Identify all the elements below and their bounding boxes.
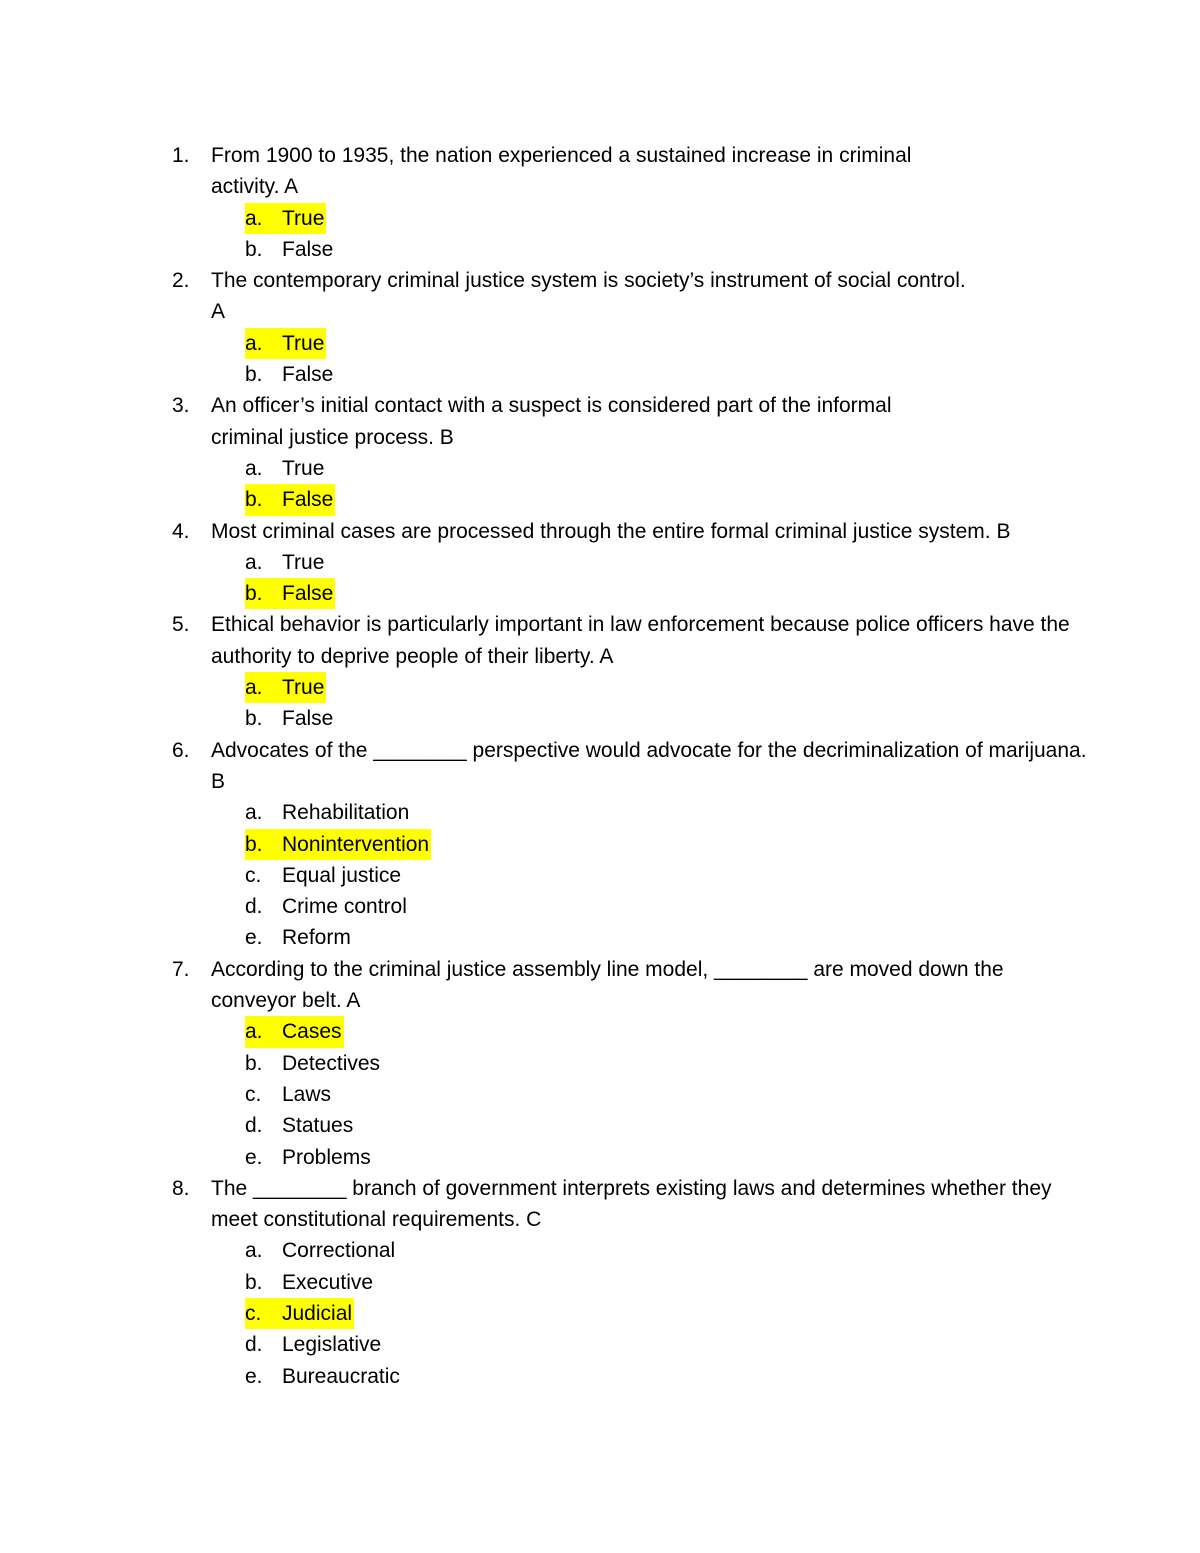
question-text: The ________ branch of government interprets existing laws and determines whether they <box>211 1176 1052 1200</box>
option-text: Rehabilitation <box>282 801 410 825</box>
answer-option-row <box>172 1048 1194 1079</box>
option-letter: b. <box>245 363 263 387</box>
answer-option <box>245 547 326 578</box>
question-number: 4. <box>172 519 190 543</box>
answer-option-row <box>172 829 1194 860</box>
answer-option <box>245 1235 397 1266</box>
question-line <box>172 641 1194 672</box>
question-line <box>172 1204 1194 1235</box>
question-line <box>172 985 1194 1016</box>
question-number: 7. <box>172 957 190 981</box>
question-line <box>172 609 1194 640</box>
answer-option-highlighted <box>245 829 431 860</box>
answer-option <box>245 1142 373 1173</box>
option-letter: c. <box>245 1301 262 1325</box>
answer-option-row <box>172 359 1194 390</box>
answer-option-highlighted <box>245 484 335 515</box>
question-number: 1. <box>172 144 190 167</box>
answer-option <box>245 1329 383 1360</box>
answer-option-row <box>172 1361 1194 1392</box>
question-item <box>172 735 1194 954</box>
option-letter: a. <box>245 1239 263 1263</box>
answer-option-highlighted <box>245 328 326 359</box>
question-item <box>172 140 1194 265</box>
question-item <box>172 954 1194 1173</box>
answer-option <box>245 891 409 922</box>
question-text: The contemporary criminal justice system is society’s instrument of social control. <box>211 269 966 293</box>
option-text: False <box>282 488 334 512</box>
question-text: A <box>211 300 226 324</box>
option-letter: b. <box>245 707 263 731</box>
question-list <box>172 140 1194 1392</box>
question-line <box>172 422 1194 453</box>
answer-option-row <box>172 578 1194 609</box>
answer-option <box>245 453 326 484</box>
answer-option-row <box>172 1267 1194 1298</box>
answer-option-row <box>172 672 1194 703</box>
option-letter: c. <box>245 863 262 887</box>
answer-option-row <box>172 891 1194 922</box>
option-letter: d. <box>245 895 263 919</box>
option-text: False <box>282 237 334 261</box>
answer-option <box>245 1048 382 1079</box>
answer-option <box>245 860 403 891</box>
question-number: 5. <box>172 613 190 637</box>
option-letter: b. <box>245 582 263 606</box>
answer-option-highlighted <box>245 672 326 703</box>
answer-option <box>245 1267 375 1298</box>
option-text: False <box>282 363 334 387</box>
question-item <box>172 516 1194 610</box>
option-letter: b. <box>245 237 263 261</box>
question-number: 3. <box>172 394 190 418</box>
question-text: meet constitutional requirements. C <box>211 1208 542 1232</box>
option-letter: a. <box>245 801 263 825</box>
answer-option-highlighted <box>245 1298 354 1329</box>
option-letter: b. <box>245 488 263 512</box>
option-letter: e. <box>245 926 263 950</box>
option-letter: a. <box>245 676 263 700</box>
option-text: True <box>282 456 325 480</box>
answer-option <box>245 1079 333 1110</box>
question-text: B <box>211 769 226 793</box>
question-text: conveyor belt. A <box>211 989 361 1013</box>
answer-option-row <box>172 328 1194 359</box>
answer-option <box>245 1361 402 1392</box>
question-item <box>172 609 1194 734</box>
question-item <box>172 390 1194 515</box>
question-text: Most criminal cases are processed through the entire formal criminal justice system. B <box>211 519 1011 543</box>
option-letter: a. <box>245 206 263 230</box>
option-letter: b. <box>245 1270 263 1294</box>
answer-option <box>245 797 411 828</box>
option-text: True <box>282 331 325 355</box>
option-letter: b. <box>245 832 263 856</box>
answer-option-highlighted <box>245 1016 344 1047</box>
answer-option-row <box>172 1298 1194 1329</box>
question-text: activity. A <box>211 175 299 199</box>
question-text: authority to deprive people of their liberty. A <box>211 644 614 668</box>
answer-option <box>245 1110 355 1141</box>
answer-option-highlighted <box>245 203 326 234</box>
answer-option <box>245 234 335 265</box>
option-letter: e. <box>245 1145 263 1169</box>
option-letter: d. <box>245 1114 263 1138</box>
question-text: An officer’s initial contact with a suspect is considered part of the informal <box>211 394 892 418</box>
answer-option-row <box>172 922 1194 953</box>
question-text: From 1900 to 1935, the nation experienced a sustained increase in criminal <box>211 144 912 167</box>
question-line <box>172 954 1194 985</box>
question-text: criminal justice process. B <box>211 425 454 449</box>
question-text: Advocates of the ________ perspective would advocate for the decriminalization of marijuana. <box>211 738 1087 762</box>
answer-option <box>245 703 335 734</box>
answer-option-row <box>172 1329 1194 1360</box>
answer-option-row <box>172 860 1194 891</box>
answer-option <box>245 359 335 390</box>
question-line <box>172 390 1194 421</box>
option-text: False <box>282 707 334 731</box>
option-letter: a. <box>245 456 263 480</box>
question-line <box>172 1173 1194 1204</box>
question-text: According to the criminal justice assembly line model, ________ are moved down the <box>211 957 1004 981</box>
question-item <box>172 1173 1194 1392</box>
question-number: 2. <box>172 269 190 293</box>
option-letter: e. <box>245 1364 263 1388</box>
option-text: Detectives <box>282 1051 381 1075</box>
answer-option-row <box>172 1079 1194 1110</box>
question-text: Ethical behavior is particularly important in law enforcement because police officers have the <box>211 613 1070 637</box>
option-text: Legislative <box>282 1333 382 1357</box>
option-text: True <box>282 206 325 230</box>
answer-option <box>245 922 353 953</box>
question-number: 6. <box>172 738 190 762</box>
option-text: False <box>282 582 334 606</box>
question-item <box>172 265 1194 390</box>
option-text: Nonintervention <box>282 832 430 856</box>
option-text: Statues <box>282 1114 354 1138</box>
option-text: Judicial <box>282 1301 353 1325</box>
answer-option-row <box>172 1235 1194 1266</box>
question-number: 8. <box>172 1176 190 1200</box>
option-letter: c. <box>245 1082 262 1106</box>
option-text: Bureaucratic <box>282 1364 400 1388</box>
answer-option-row <box>172 453 1194 484</box>
option-text: Crime control <box>282 895 407 919</box>
answer-option-row <box>172 703 1194 734</box>
option-letter: d. <box>245 1333 263 1357</box>
question-line <box>172 735 1194 766</box>
option-letter: a. <box>245 550 263 574</box>
question-line <box>172 296 1194 327</box>
question-line <box>172 140 1194 171</box>
answer-option-highlighted <box>245 578 335 609</box>
answer-option-row <box>172 547 1194 578</box>
answer-option-row <box>172 484 1194 515</box>
question-line <box>172 171 1194 202</box>
option-letter: b. <box>245 1051 263 1075</box>
option-text: Equal justice <box>282 863 402 887</box>
option-letter: a. <box>245 1020 263 1044</box>
answer-option-row <box>172 1110 1194 1141</box>
answer-option-row <box>172 203 1194 234</box>
answer-option-row <box>172 797 1194 828</box>
option-text: Laws <box>282 1082 332 1106</box>
option-text: True <box>282 550 325 574</box>
question-line <box>172 766 1194 797</box>
answer-option-row <box>172 1142 1194 1173</box>
question-line <box>172 265 1194 296</box>
answer-option-row <box>172 1016 1194 1047</box>
answer-option-row <box>172 234 1194 265</box>
option-letter: a. <box>245 331 263 355</box>
option-text: Problems <box>282 1145 371 1169</box>
option-text: True <box>282 676 325 700</box>
question-line <box>172 516 1194 547</box>
option-text: Reform <box>282 926 351 950</box>
option-text: Cases <box>282 1020 342 1044</box>
option-text: Correctional <box>282 1239 396 1263</box>
option-text: Executive <box>282 1270 374 1294</box>
